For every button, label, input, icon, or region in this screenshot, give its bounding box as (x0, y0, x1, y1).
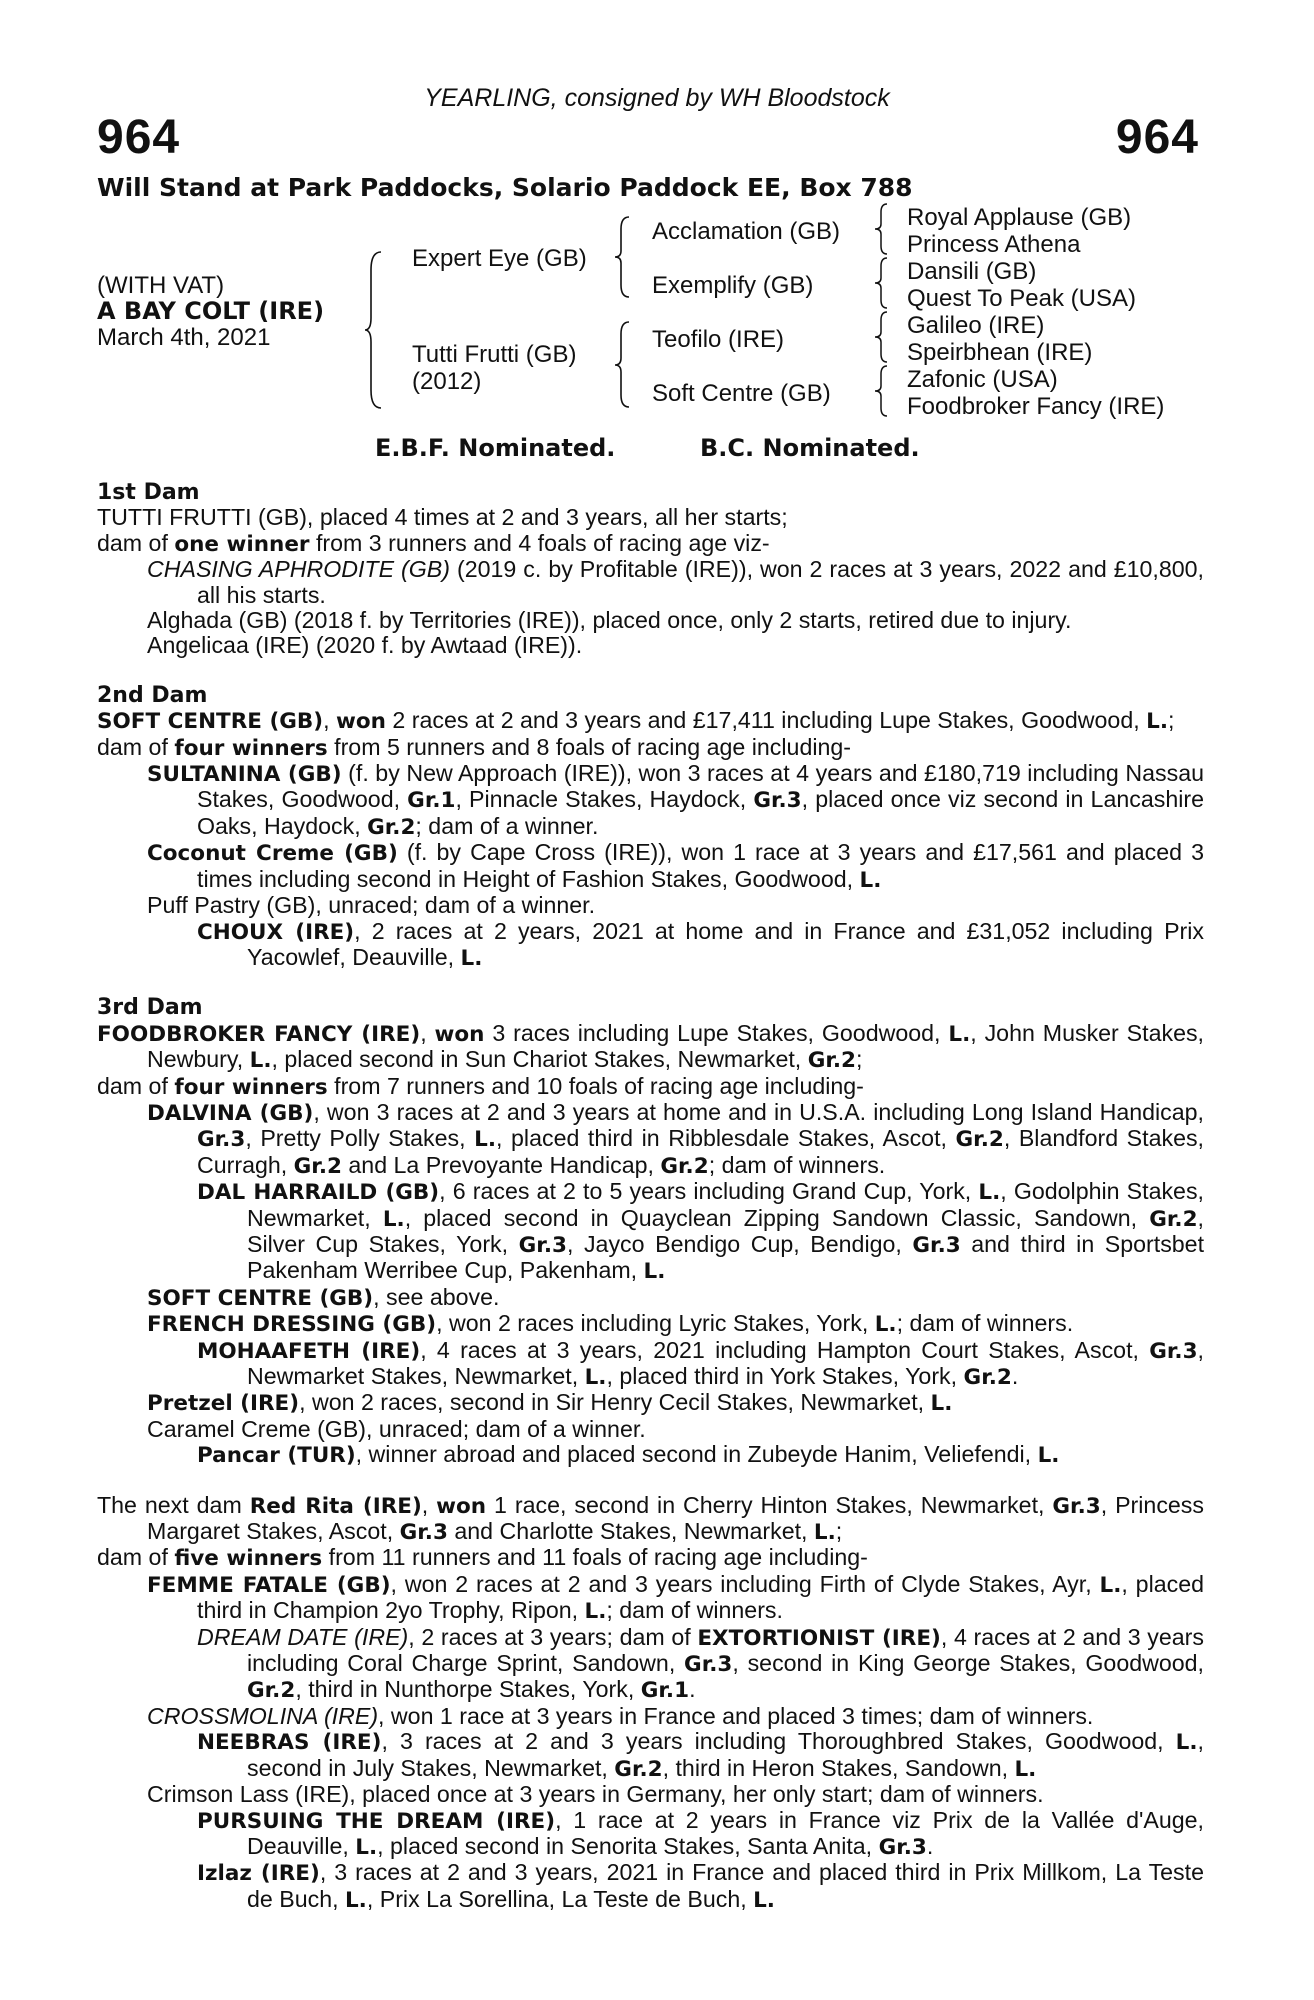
record-entry: Alghada (GB) (2018 f. by Territories (IRE)), placed once, only 2 starts, retired due to injury. (147, 607, 1072, 634)
pedigree-brace-ds (875, 310, 891, 364)
record-entry: FRENCH DRESSING (GB), won 2 races including Lyric Stakes, York, L.; dam of winners. (147, 1310, 1074, 1338)
record-entry: SOFT CENTRE (GB), won 2 races at 2 and 3 years and £17,411 including Lupe Stakes, Goodwood, L.; (97, 707, 1175, 735)
pedigree-dds: Zafonic (USA) (907, 366, 1058, 393)
record-entry: Pretzel (IRE), won 2 races, second in Sir Henry Cecil Stakes, Newmarket, L. (147, 1389, 953, 1417)
pedigree-dss: Galileo (IRE) (907, 312, 1045, 339)
section-0 (97, 480, 1204, 659)
pedigree-dam-year: (2012) (412, 368, 482, 395)
record-entry: MOHAAFETH (IRE), 4 races at 3 years, 2021 including Hampton Court Stakes, Ascot, Gr.3, Newmarket Stakes, Newmarket, L., placed third in York Stakes, York, Gr.2. (197, 1336, 1204, 1390)
pedigree-ssd: Princess Athena (907, 231, 1081, 258)
ebf-nomination: E.B.F. Nominated. (375, 434, 616, 462)
lot-number-left: 964 (97, 111, 181, 164)
record-entry: SULTANINA (GB) (f. by New Approach (IRE)), won 3 races at 4 years and £180,719 including Nassau Stakes, Goodwood, Gr.1, Pinnacle Stakes, Haydock, Gr.3, placed once viz second in Lancashire Oaks, Haydock, Gr.2; dam of a winner. (147, 760, 1204, 840)
pedigree-sire-sire: Acclamation (GB) (652, 218, 841, 245)
record-entry: DREAM DATE (IRE), 2 races at 3 years; dam of EXTORTIONIST (IRE), 4 races at 2 and 3 years including Coral Charge Sprint, Sandown, Gr.3, second in King George Stakes, Goodwood, Gr.2, third in Nunthorpe Stakes, York, Gr.1. (197, 1623, 1205, 1704)
section-3 (97, 1493, 1204, 1914)
stand-location: Will Stand at Park Paddocks, Solario Paddock EE, Box 788 (97, 173, 913, 202)
pedigree-brace-dd (875, 364, 891, 418)
pedigree-ddd: Foodbroker Fancy (IRE) (907, 393, 1165, 420)
record-entry: The next dam Red Rita (IRE), won 1 race, second in Cherry Hinton Stakes, Newmarket, Gr.3, Princess Margaret Stakes, Ascot, Gr.3 and Charlotte Stakes, Newmarket, L.; (97, 1491, 1204, 1546)
pedigree-brace-sd (875, 256, 891, 310)
record-entry: PURSUING THE DREAM (IRE), 1 race at 2 years in France viz Prix de la Vallée d'Auge, Deauville, L., placed second in Senorita Stakes, Santa Anita, Gr.3. (197, 1806, 1204, 1860)
pedigree-dam-dam: Soft Centre (GB) (652, 380, 831, 407)
record-entry: DAL HARRAILD (GB), 6 races at 2 to 5 years including Grand Cup, York, L., Godolphin Stakes, Newmarket, L., placed second in Quayclean Zipping Sandown Classic, Sandown, Gr.2, Silver Cup Stakes, York, Gr.3, Jayco Bendigo Cup, Bendigo, Gr.3 and third in Sportsbet Pakenham Werribee Cup, Pakenham, L. (197, 1178, 1205, 1285)
pedigree-brace-main (365, 250, 385, 410)
lot-number-right: 964 (1115, 111, 1199, 164)
record-entry: dam of four winners from 7 runners and 10 foals of racing age including- (97, 1072, 864, 1100)
pedigree-dam: Tutti Frutti (GB) (412, 341, 577, 368)
bc-nomination: B.C. Nominated. (700, 434, 920, 462)
record-entry: TUTTI FRUTTI (GB), placed 4 times at 2 and 3 years, all her starts; (97, 504, 788, 531)
record-entry: DALVINA (GB), won 3 races at 2 and 3 years at home and in U.S.A. including Long Island Handicap, Gr.3, Pretty Polly Stakes, L., placed third in Ribblesdale Stakes, Ascot, Gr.2, Blandford Stakes, Curragh, Gr.2 and La Prevoyante Handicap, Gr.2; dam of winners. (147, 1098, 1205, 1179)
pedigree-dsd: Speirbhean (IRE) (907, 339, 1093, 366)
pedigree-sire: Expert Eye (GB) (412, 245, 587, 272)
record-entry: FEMME FATALE (GB), won 2 races at 2 and 3 years including Firth of Clyde Stakes, Ayr, L., placed third in Champion 2yo Trophy, Ripon, L.; dam of winners. (147, 1570, 1204, 1625)
pedigree-dam-sire: Teofilo (IRE) (652, 326, 785, 353)
horse-name: A BAY COLT (IRE) (97, 297, 325, 325)
section-heading: 3rd Dam (97, 995, 203, 1021)
pedigree-sire-dam: Exemplify (GB) (652, 272, 814, 299)
record-entry: CHOUX (IRE), 2 races at 2 years, 2021 at home and in France and £31,052 including Prix Yacowlef, Deauville, L. (197, 917, 1204, 971)
record-entry: FOODBROKER FANCY (IRE), won 3 races including Lupe Stakes, Goodwood, L., John Musker Stakes, Newbury, L., placed second in Sun Chariot Stakes, Newmarket, Gr.2; (97, 1019, 1204, 1074)
record-entry: Pancar (TUR), winner abroad and placed second in Zubeyde Hanim, Veliefendi, L. (197, 1441, 1060, 1469)
record-entry: Izlaz (IRE), 3 races at 2 and 3 years, 2021 in France and placed third in Prix Millkom, La Teste de Buch, L., Prix La Sorellina, La Teste de Buch, L. (197, 1859, 1204, 1913)
record-entry: dam of five winners from 11 runners and 11 foals of racing age including- (97, 1544, 868, 1572)
section-2 (97, 995, 1204, 1468)
pedigree-brace-ss (875, 202, 891, 256)
record-entry: Caramel Creme (GB), unraced; dam of a winner. (147, 1415, 646, 1442)
record-entry: SOFT CENTRE (GB), see above. (147, 1283, 500, 1311)
record-entry: NEEBRAS (IRE), 3 races at 2 and 3 years including Thoroughbred Stakes, Goodwood, L., second in July Stakes, Newmarket, Gr.2, third in Heron Stakes, Sandown, L. (197, 1728, 1204, 1782)
record-entry: Puff Pastry (GB), unraced; dam of a winner. (147, 892, 596, 919)
pedigree-brace-dam (615, 320, 633, 410)
record-entry: dam of one winner from 3 runners and 4 foals of racing age viz- (97, 529, 770, 557)
pedigree-sds: Dansili (GB) (907, 258, 1037, 285)
record-entry: dam of four winners from 5 runners and 8 foals of racing age including- (97, 733, 852, 761)
record-entry: CROSSMOLINA (IRE), won 1 race at 3 years in France and placed 3 times; dam of winners. (147, 1702, 1094, 1729)
vat-note: (WITH VAT) (97, 272, 225, 299)
record-entry: Coconut Creme (GB) (f. by Cape Cross (IRE)), won 1 race at 3 years and £17,561 and placed 3 times including second in Height of Fashion Stakes, Goodwood, L. (147, 839, 1204, 893)
page-subtitle: YEARLING, consigned by WH Bloodstock (424, 84, 890, 112)
record-entry: Crimson Lass (IRE), placed once at 3 years in Germany, her only start; dam of winners. (147, 1781, 1044, 1808)
horse-dob: March 4th, 2021 (97, 324, 271, 351)
pedigree-brace-sire (615, 215, 633, 300)
produce-record (97, 480, 1204, 1913)
section-heading: 2nd Dam (97, 682, 208, 708)
record-entry: Angelicaa (IRE) (2020 f. by Awtaad (IRE)). (147, 632, 583, 659)
pedigree-sss: Royal Applause (GB) (907, 204, 1132, 231)
section-1 (97, 683, 1204, 971)
pedigree-sdd: Quest To Peak (USA) (907, 285, 1136, 312)
record-entry: CHASING APHRODITE (GB) (2019 c. by Profitable (IRE)), won 2 races at 3 years, 2022 and £10,800, all his starts. (147, 556, 1205, 608)
section-heading: 1st Dam (97, 480, 200, 505)
